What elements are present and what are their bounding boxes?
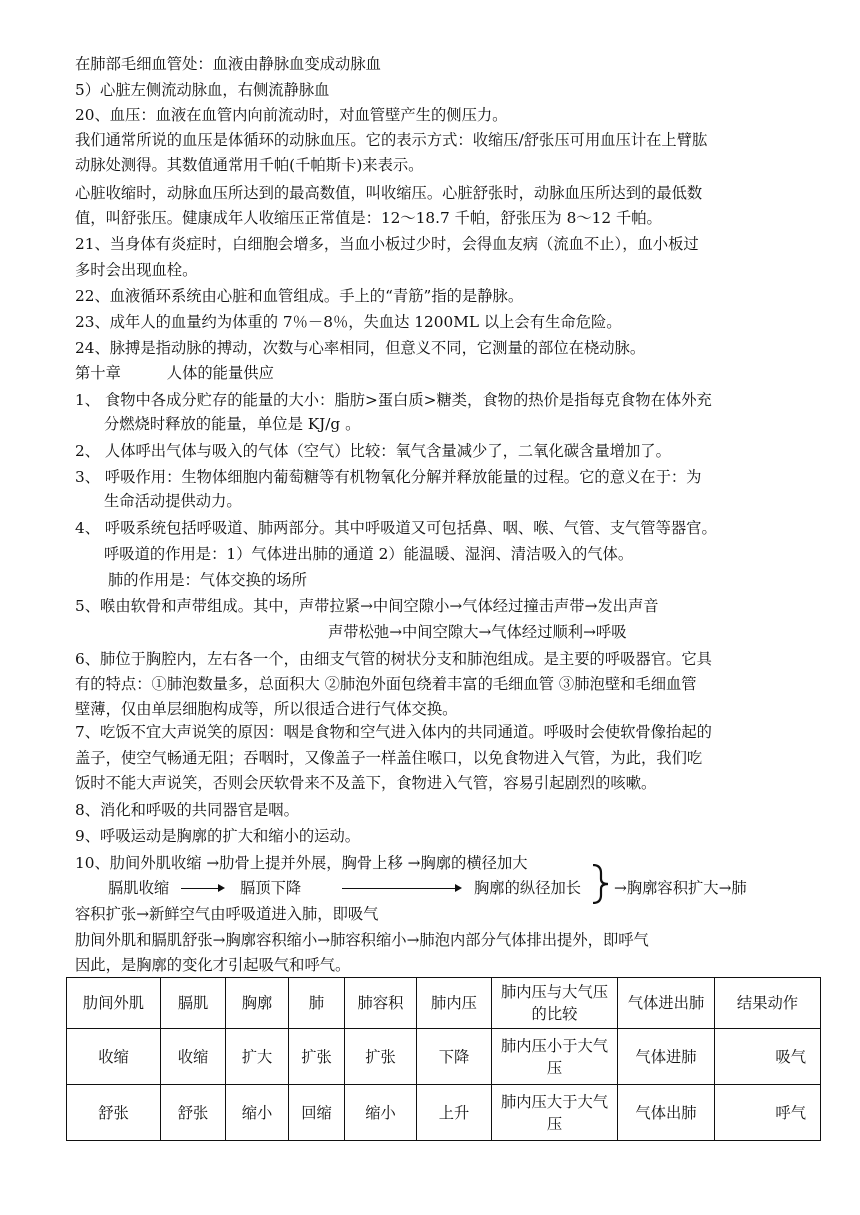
table-cell: 下降 xyxy=(417,1029,492,1085)
table-cell: 舒张 xyxy=(161,1085,226,1141)
text-line: 我们通常所说的血压是体循环的动脉血压。它的表示方式：收缩压/舒张压可用血压计在上臂肱 xyxy=(75,131,708,149)
text-line: 呼吸道的作用是：1）气体进出肺的通道 2）能温暖、湿润、清洁吸入的气体。 xyxy=(104,545,634,563)
table-row xyxy=(67,1085,821,1141)
arrow-icon xyxy=(181,888,223,889)
table-header-cell: 肺内压 xyxy=(417,978,492,1029)
text-line: 23、成年人的血量约为体重的 7％－8％，失血达 1200ML 以上会有生命危险。 xyxy=(75,313,622,331)
table-cell: 扩大 xyxy=(226,1029,289,1085)
diagram-dome-label: 膈顶下降 xyxy=(240,879,302,897)
table-cell: 收缩 xyxy=(67,1029,161,1085)
text-line: 饭时不能大声说笑，否则会厌软骨来不及盖下，食物进入气管，容易引起剧烈的咳嗽。 xyxy=(75,774,657,792)
text-line: 生命活动提供动力。 xyxy=(104,492,242,510)
table-row xyxy=(67,1029,821,1085)
table-header-row xyxy=(67,978,821,1029)
table-cell: 舒张 xyxy=(67,1085,161,1141)
table-cell: 收缩 xyxy=(161,1029,226,1085)
diagram-row-inhale: 容积扩张→新鲜空气由呼吸道进入肺，即吸气 xyxy=(75,905,379,923)
chapter-heading: 第十章 人体的能量供应 xyxy=(75,364,274,382)
table-cell: 回缩 xyxy=(289,1085,345,1141)
table-header-cell: 肺内压与大气压的比较 xyxy=(492,978,618,1029)
text-line: 壁薄，仅由单层细胞构成等，所以很适合进行气体交换。 xyxy=(75,700,458,718)
text-line: 动脉处测得。其数值通常用千帕(千帕斯卡)来表示。 xyxy=(75,156,424,174)
text-line: 值，叫舒张压。健康成年人收缩压正常值是：12～18.7 千帕，舒张压为 8～12 千帕。 xyxy=(75,209,662,227)
text-line: 分燃烧时释放的能量，单位是 KJ/g 。 xyxy=(104,415,361,433)
text-line: 在肺部毛细血管处：血液由静脉血变成动脉血 xyxy=(75,55,381,73)
text-line: 24、脉搏是指动脉的搏动，次数与心率相同，但意义不同，它测量的部位在桡动脉。 xyxy=(75,339,646,357)
text-line: 6、肺位于胸腔内，左右各一个，由细支气管的树状分支和肺泡组成。是主要的呼吸器官。它具 xyxy=(75,650,712,668)
text-line: 20、血压：血液在血管内向前流动时，对血管壁产生的侧压力。 xyxy=(75,106,508,124)
text-line: 盖子，使空气畅通无阻；吞咽时，又像盖子一样盖住喉口，以免食物进入气管，为此，我们吃 xyxy=(75,749,703,767)
table-header-cell: 胸廓 xyxy=(226,978,289,1029)
table-header-cell: 膈肌 xyxy=(161,978,226,1029)
table-cell: 上升 xyxy=(417,1085,492,1141)
text-line: 8、消化和呼吸的共同器官是咽。 xyxy=(75,801,299,819)
text-line: 声带松弛→中间空隙大→气体经过顺利→呼吸 xyxy=(328,623,627,641)
table-cell: 吸气 xyxy=(715,1029,821,1085)
diagram-conclusion: 因此，是胸廓的变化才引起吸气和呼气。 xyxy=(75,956,351,974)
table-cell: 气体出肺 xyxy=(618,1085,715,1141)
text-line: 5）心脏左侧流动脉血，右侧流静脉血 xyxy=(75,81,330,99)
text-line: 3、 呼吸作用：生物体细胞内葡萄糖等有机物氧化分解并释放能量的过程。它的意义在于：为 xyxy=(75,468,702,486)
table-header-cell: 气体进出肺 xyxy=(618,978,715,1029)
diagram-vertical-diameter: 胸廓的纵径加长 xyxy=(474,879,582,897)
text-line: 1、 食物中各成分贮存的能量的大小：脂肪>蛋白质>糖类，食物的热价是指每克食物在体外充 xyxy=(75,391,712,409)
text-line: 9、呼吸运动是胸廓的扩大和缩小的运动。 xyxy=(75,827,361,845)
table-cell: 肺内压小于大气压 xyxy=(492,1029,618,1085)
table-cell: 肺内压大于大气压 xyxy=(492,1085,618,1141)
text-line: 肺的作用是：气体交换的场所 xyxy=(108,571,307,589)
table-cell: 呼气 xyxy=(715,1085,821,1141)
table-cell: 缩小 xyxy=(226,1085,289,1141)
text-line: 4、 呼吸系统包括呼吸道、肺两部分。其中呼吸道又可包括鼻、咽、喉、气管、支气管等器官。 xyxy=(75,519,717,537)
text-line: 多时会出现血栓。 xyxy=(75,261,198,279)
text-line: 2、 人体呼出气体与吸入的气体（空气）比较：氧气含量减少了，二氧化碳含量增加了。 xyxy=(75,442,671,460)
diagram-row-exhale: 肋间外肌和膈肌舒张→胸廓容积缩小→肺容积缩小→肺泡内部分气体排出提外，即呼气 xyxy=(75,931,649,949)
breathing-table xyxy=(66,977,821,1141)
diagram-row-intercostal: 10、肋间外肌收缩 →肋骨上提并外展，胸骨上移 →胸廓的横径加大 xyxy=(75,854,528,872)
text-line: 22、血液循环系统由心脏和血管组成。手上的“青筋”指的是静脉。 xyxy=(75,287,524,305)
table-header-cell: 肺 xyxy=(289,978,345,1029)
table-header-cell: 结果动作 xyxy=(715,978,821,1029)
text-line: 有的特点：①肺泡数量多，总面积大 ②肺泡外面包绕着丰富的毛细血管 ③肺泡壁和毛细血管 xyxy=(75,675,697,693)
table-cell: 扩张 xyxy=(289,1029,345,1085)
table-cell: 气体进肺 xyxy=(618,1029,715,1085)
arrow-icon xyxy=(342,888,460,889)
diagram-diaphragm-label: 膈肌收缩 xyxy=(108,879,170,897)
table-header-cell: 肋间外肌 xyxy=(67,978,161,1029)
table-header-cell: 肺容积 xyxy=(345,978,417,1029)
table-cell: 缩小 xyxy=(345,1085,417,1141)
text-line: 心脏收缩时，动脉血压所达到的最高数值，叫收缩压。心脏舒张时，动脉血压所达到的最低数 xyxy=(75,184,703,202)
text-line: 7、吃饭不宜大声说笑的原因：咽是食物和空气进入体内的共同通道。呼吸时会使软骨像抬起的 xyxy=(75,723,712,741)
right-brace-icon xyxy=(590,864,612,904)
diagram-volume-result: →胸廓容积扩大→肺 xyxy=(614,879,747,897)
text-line: 5、喉由软骨和声带组成。其中，声带拉紧→中间空隙小→气体经过撞击声带→发出声音 xyxy=(75,597,659,615)
text-line: 21、当身体有炎症时，白细胞会增多，当血小板过少时，会得血友病（流血不止），血小板过 xyxy=(75,235,699,253)
table-cell: 扩张 xyxy=(345,1029,417,1085)
